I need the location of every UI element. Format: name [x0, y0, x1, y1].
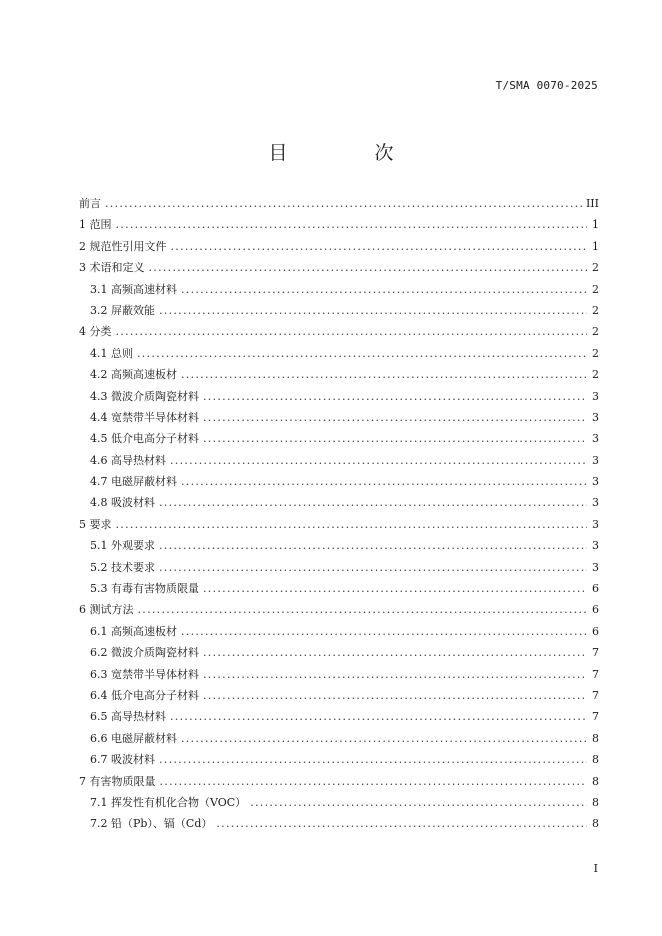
toc-entry[interactable]: [79, 214, 599, 235]
toc-entry[interactable]: [79, 578, 599, 599]
toc-entry-label: 2 规范性引用文件: [79, 239, 167, 253]
toc-entry-page: 8: [592, 774, 599, 788]
toc-entry-label: 5.1 外观要求: [90, 539, 155, 553]
toc-entry-page: 3: [592, 453, 599, 467]
toc-entry-label: 6.3 宽禁带半导体材料: [90, 667, 199, 681]
toc-entry-label: 6.5 高导热材料: [90, 710, 166, 724]
toc-entry-page: 6: [592, 624, 599, 638]
toc-entry-label: 6 测试方法: [79, 603, 134, 617]
toc-entry-page: 8: [592, 753, 599, 767]
dot-leader: [159, 492, 587, 513]
toc-entry-label: 7 有害物质限量: [79, 774, 156, 788]
toc-entry-label: 1 范围: [79, 218, 112, 232]
dot-leader: [203, 578, 587, 599]
toc-entry-page: 3: [592, 410, 599, 424]
toc-entry[interactable]: [79, 428, 599, 449]
dot-leader: [137, 343, 587, 364]
toc-entry-page: 3: [592, 432, 599, 446]
toc-entry-label: 4.1 总则: [90, 346, 133, 360]
toc-entry-label: 5.2 技术要求: [90, 560, 155, 574]
toc-entry[interactable]: [79, 706, 599, 727]
dot-leader: [203, 685, 587, 706]
toc-entry[interactable]: [79, 450, 599, 471]
toc-entry[interactable]: [79, 236, 599, 257]
toc-entry-page: 3: [592, 389, 599, 403]
toc-entry[interactable]: [79, 749, 599, 770]
dot-leader: [203, 386, 587, 407]
dot-leader: [181, 728, 587, 749]
dot-leader: [159, 557, 587, 578]
toc-entry-page: 2: [592, 325, 599, 339]
dot-leader: [159, 535, 587, 556]
toc-entry-label: 4 分类: [79, 325, 112, 339]
toc-entry-label: 3.1 高频高速材料: [90, 282, 177, 296]
toc-entry-label: 6.1 高频高速板材: [90, 624, 177, 638]
dot-leader: [171, 236, 588, 257]
toc-entry-page: 7: [592, 688, 599, 702]
toc-entry-page: 3: [592, 560, 599, 574]
toc-entry[interactable]: [79, 642, 599, 663]
toc-entry[interactable]: [79, 193, 599, 214]
toc-entry[interactable]: [79, 685, 599, 706]
dot-leader: [138, 599, 588, 620]
toc-entry-label: 3 术语和定义: [79, 261, 145, 275]
toc-entry[interactable]: [79, 343, 599, 364]
toc-entry[interactable]: [79, 492, 599, 513]
toc-entry-page: 3: [592, 496, 599, 510]
toc-entry-page: 3: [592, 475, 599, 489]
toc-entry-label: 4.5 低介电高分子材料: [90, 432, 199, 446]
toc-entry-label: 4.7 电磁屏蔽材料: [90, 475, 177, 489]
toc-entry[interactable]: [79, 471, 599, 492]
toc-entry-label: 4.3 微波介质陶瓷材料: [90, 389, 199, 403]
dot-leader: [105, 193, 582, 214]
toc-entry-page: 7: [592, 667, 599, 681]
toc-entry-label: 5.3 有毒有害物质限量: [90, 582, 199, 596]
dot-leader: [216, 813, 587, 834]
dot-leader: [116, 214, 588, 235]
page-title: 目 次: [268, 142, 428, 164]
toc-entry-page: 1: [592, 239, 599, 253]
dot-leader: [116, 321, 588, 342]
dot-leader: [170, 706, 587, 727]
toc-entry-page: 7: [592, 710, 599, 724]
toc-entry-label: 6.2 微波介质陶瓷材料: [90, 646, 199, 660]
toc-entry[interactable]: [79, 386, 599, 407]
dot-leader: [250, 792, 587, 813]
toc-entry[interactable]: [79, 792, 599, 813]
toc-entry-label: 7.2 铅（Pb）、镉（Cd）: [90, 817, 213, 831]
toc-entry-label: 4.2 高频高速板材: [90, 368, 177, 382]
toc-entry[interactable]: [79, 407, 599, 428]
page-number: I: [593, 862, 598, 875]
toc-entry[interactable]: [79, 599, 599, 620]
toc-entry-page: 7: [592, 646, 599, 660]
dot-leader: [159, 300, 587, 321]
toc-entry-label: 3.2 屏蔽效能: [90, 303, 155, 317]
toc-entry-page: 6: [592, 582, 599, 596]
dot-leader: [116, 514, 588, 535]
toc-entry-label: 6.4 低介电高分子材料: [90, 688, 199, 702]
toc-entry-page: 6: [592, 603, 599, 617]
toc-entry-page: III: [585, 197, 599, 210]
toc-entry[interactable]: [79, 535, 599, 556]
toc-entry[interactable]: [79, 321, 599, 342]
toc-entry-label: 前言: [79, 197, 101, 210]
dot-leader: [203, 642, 587, 663]
dot-leader: [203, 407, 587, 428]
toc-entry[interactable]: [79, 664, 599, 685]
dot-leader: [203, 428, 587, 449]
toc-entry-page: 8: [592, 795, 599, 809]
dot-leader: [181, 471, 587, 492]
standard-code: T/SMA 0070-2025: [495, 79, 598, 92]
toc-entry[interactable]: [79, 728, 599, 749]
toc-entry[interactable]: [79, 257, 599, 278]
toc-entry-label: 4.6 高导热材料: [90, 453, 166, 467]
table-of-contents: [79, 193, 599, 835]
toc-entry-page: 8: [592, 817, 599, 831]
toc-entry-page: 3: [592, 539, 599, 553]
toc-entry-page: 1: [592, 218, 599, 232]
toc-entry[interactable]: [79, 300, 599, 321]
dot-leader: [181, 621, 587, 642]
toc-entry-label: 5 要求: [79, 517, 112, 531]
dot-leader: [181, 364, 587, 385]
dot-leader: [181, 279, 587, 300]
toc-entry-page: 8: [592, 731, 599, 745]
toc-entry-page: 2: [592, 303, 599, 317]
toc-entry[interactable]: [79, 557, 599, 578]
toc-entry-label: 4.8 吸波材料: [90, 496, 155, 510]
toc-entry[interactable]: [79, 621, 599, 642]
toc-entry[interactable]: [79, 514, 599, 535]
dot-leader: [159, 749, 587, 770]
toc-entry-label: 6.7 吸波材料: [90, 753, 155, 767]
toc-entry[interactable]: [79, 279, 599, 300]
toc-entry-page: 3: [592, 517, 599, 531]
toc-entry-label: 4.4 宽禁带半导体材料: [90, 410, 199, 424]
toc-entry[interactable]: [79, 813, 599, 834]
toc-entry-label: 6.6 电磁屏蔽材料: [90, 731, 177, 745]
toc-entry-label: 7.1 挥发性有机化合物（VOC）: [90, 795, 247, 809]
toc-entry-page: 2: [592, 346, 599, 360]
dot-leader: [149, 257, 588, 278]
toc-entry-page: 2: [592, 282, 599, 296]
dot-leader: [203, 664, 587, 685]
dot-leader: [160, 771, 588, 792]
toc-entry[interactable]: [79, 364, 599, 385]
toc-entry-page: 2: [592, 261, 599, 275]
toc-entry-page: 2: [592, 368, 599, 382]
toc-entry[interactable]: [79, 771, 599, 792]
dot-leader: [170, 450, 587, 471]
